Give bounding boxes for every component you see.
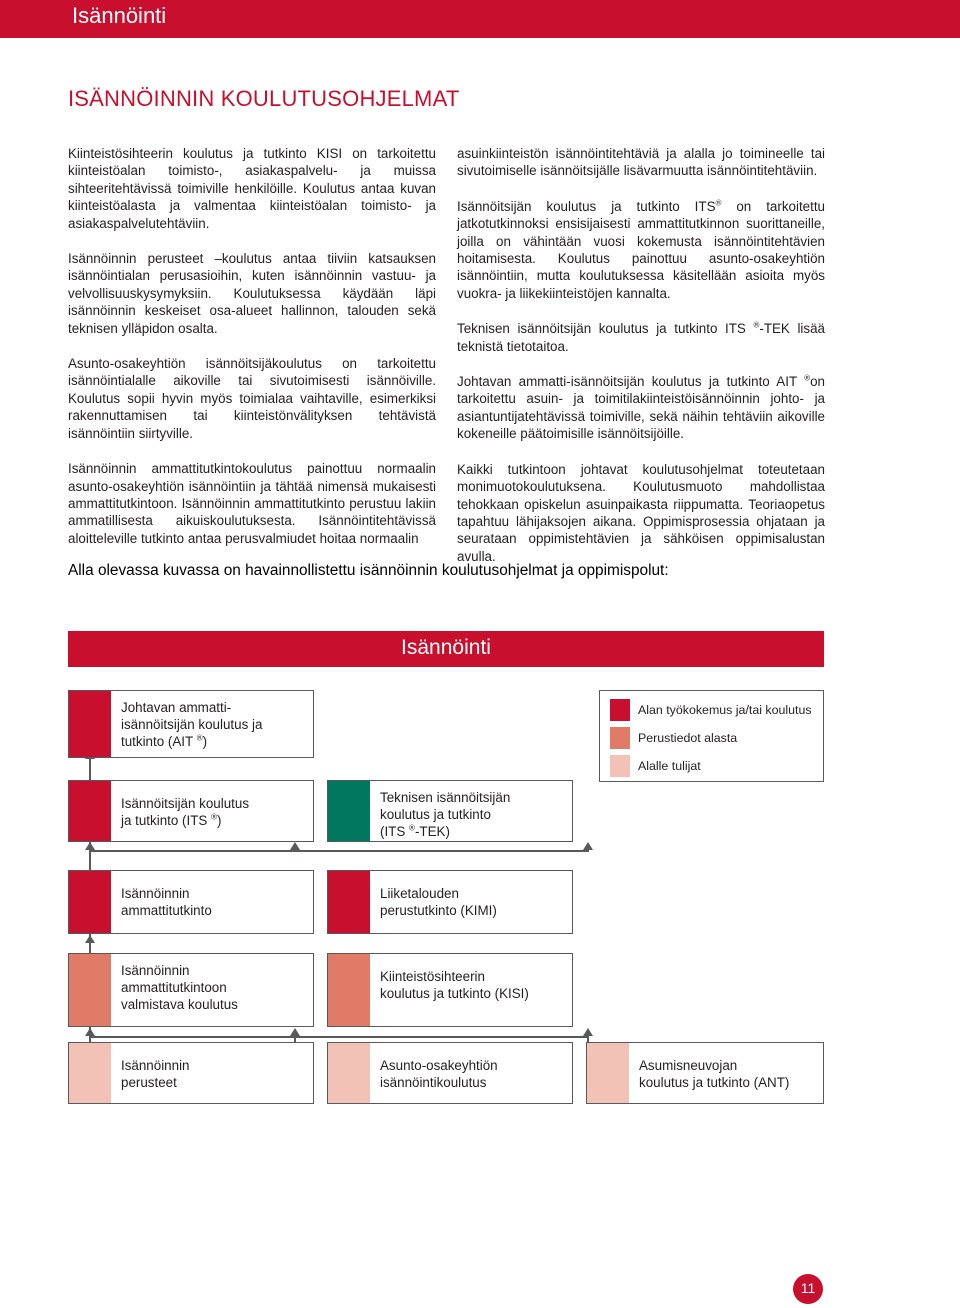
box-label: Asumisneuvojan koulutus ja tutkinto (ANT) (639, 1058, 790, 1091)
legend-label: Perustiedot alasta (638, 731, 738, 745)
box-its-tek (327, 780, 573, 842)
box-iat (68, 870, 314, 934)
box-its (68, 780, 314, 842)
box-kimi (327, 870, 573, 934)
box-iat-prep (68, 953, 314, 1027)
page-title: ISÄNNÖINNIN KOULUTUSOHJELMAT (68, 86, 460, 111)
level-bar (328, 954, 370, 1026)
page-number-badge (793, 1274, 823, 1304)
arrow-up-icon (85, 935, 95, 943)
arrow-up-icon (583, 1028, 593, 1036)
level-bar (587, 1043, 629, 1103)
header-bar (0, 0, 960, 38)
arrow-up-icon (85, 842, 95, 850)
box-ant (586, 1042, 824, 1104)
box-label: Teknisen isännöitsijän koulutus ja tutkinto (ITS ®-TEK) (380, 790, 511, 840)
paragraph-its: Isännöitsijän koulutus ja tutkinto ITS® on tarkoitettu jatkotutkinnoksi ensisijaisesti ammattitutkinnon suorittaneille, joilla on vähintään vuosi kokemusta isännöintitehtävien hoitamisesta. Koulutus painottuu asunto-osakeyhtiön isännöintiin, mutta koulutuksessa käsitellään asioita myös vuokra- ja liikekiinteistöjen kannalta. (457, 198, 825, 301)
box-label: Johtavan ammatti- isännöitsijän koulutus ja tutkinto (AIT ®) (121, 700, 263, 750)
arrow-up-icon (85, 1028, 95, 1036)
diagram-banner-title: Isännöinti (401, 636, 491, 659)
box-label: Isännöitsijän koulutus ja tutkinto (ITS ®) (121, 796, 250, 829)
paragraph-monimuoto: Kaikki tutkintoon johtavat koulutusohjelmat toteutetaan monimuotokoulutuksena. Koulutusmuoto mahdollistaa tehokkaan opiskelun asuinpaikasta riippumatta. Teoriaopetus tapahtuu lähijaksojen aikana. Oppimisprosessia ohjataan ja seurataan oppimistehtävien ja sähköisen oppimisalustan avulla. (457, 461, 825, 564)
paragraph-its-tek: Teknisen isännöitsijän koulutus ja tutkinto ITS ®-TEK lisää teknistä tietotaitoa. (457, 320, 825, 354)
box-label: Asunto-osakeyhtiön isännöintikoulutus (380, 1058, 498, 1091)
level-bar (69, 954, 111, 1026)
level-bar (69, 1043, 111, 1103)
box-label: Kiinteistösihteerin koulutus ja tutkinto (KISI) (380, 969, 529, 1002)
left-text-column (68, 145, 436, 547)
box-kisi (327, 953, 573, 1027)
box-label: Isännöinnin ammattitutkintoon valmistava koulutus (121, 963, 238, 1013)
right-text-column (457, 145, 825, 565)
legend-label: Alalle tulijat (638, 759, 701, 773)
box-label: Isännöinnin ammattitutkinto (121, 886, 212, 919)
connector-line (89, 1036, 589, 1038)
diagram-caption: Alla olevassa kuvassa on havainnollistettu isännöinnin koulutusohjelmat ja oppimispolut: (68, 562, 669, 579)
legend-swatch (610, 727, 630, 749)
arrow-up-icon (290, 842, 300, 850)
level-bar (69, 871, 111, 933)
diagram-banner (68, 631, 824, 667)
paragraph-perusteet: Isännöinnin perusteet –koulutus antaa tiiviin katsauksen isännöintialan perusasioihin, kuten isännöinnin vastuu- ja velvollisuuskysymyksiin. Koulutuksessa käydään läpi isännöinnin keskeiset osa-alueet hallinnon, talouden sekä teknisen ylläpidon osalta. (68, 251, 436, 336)
level-bar (69, 691, 111, 757)
connector-line (89, 850, 589, 852)
box-label: Liiketalouden perustutkinto (KIMI) (380, 886, 497, 919)
paragraph-ait: Johtavan ammatti-isännöitsijän koulutus ja tutkinto AIT ®on tarkoitettu asuin- ja toimitilakiinteistöisännöinnin johto- ja asiantuntijatehtävissä toimiville, sekä näihin tehtäviin aikoville kokeneille päätoimisille isännöitsijöille. (457, 373, 825, 442)
arrow-up-icon (583, 842, 593, 850)
legend-label: Alan työkokemus ja/tai koulutus (638, 703, 812, 717)
paragraph-continued: asuinkiinteistön isännöintitehtäviä ja alalla jo toimineelle tai sivutoimiselle isännöitsijälle lisävarmuutta isännöintitehtäviin. (457, 146, 825, 179)
arrow-up-icon (290, 1028, 300, 1036)
level-bar (328, 781, 370, 841)
box-ait (68, 690, 314, 758)
legend-swatch (610, 755, 630, 777)
level-bar (328, 1043, 370, 1103)
paragraph-aoy: Asunto-osakeyhtiön isännöitsijäkoulutus on tarkoitettu isännöintialalle aikoville tai sivutoimisesti isännöiville. Koulutus sopii hyvin myös toimialaa vaihtaville, esimerkiksi rakennuttamisen tai kiinteistönvälityksen tehtävistä isännöintiin siirtyville. (68, 356, 436, 441)
box-label: Isännöinnin perusteet (121, 1058, 190, 1091)
box-aoy (327, 1042, 573, 1104)
paragraph-kisi: Kiinteistösihteerin koulutus ja tutkinto KISI on tarkoitettu kiinteistöalan toimisto-, asiakaspalvelu- ja muissa sihteeritehtävissä toimiville henkilöille. Koulutus antaa kuvan kiinteistöalasta ja valmentaa kiinteistöalan toimisto- ja asiakaspalvelutehtäviin. (68, 146, 436, 231)
header-title: Isännöinti (72, 3, 167, 28)
paragraph-ammattitutkinto: Isännöinnin ammattitutkintokoulutus painottuu normaalin asunto-osakeyhtiön isännöintiin ja tähtää nimensä mukaisesti ammattitutkintoon. Isännöinnin ammattitutkinto perustuu lakiin ammatillisesta aikuiskoulutuksesta. Isännöintitehtävissä aloitteleville tutkinto antaa perusvalmiudet hoitaa normaalin (68, 461, 436, 546)
page-number: 11 (800, 1280, 816, 1296)
box-perusteet (68, 1042, 314, 1104)
legend (599, 690, 824, 782)
level-bar (328, 871, 370, 933)
legend-swatch (610, 699, 630, 721)
level-bar (69, 781, 111, 841)
